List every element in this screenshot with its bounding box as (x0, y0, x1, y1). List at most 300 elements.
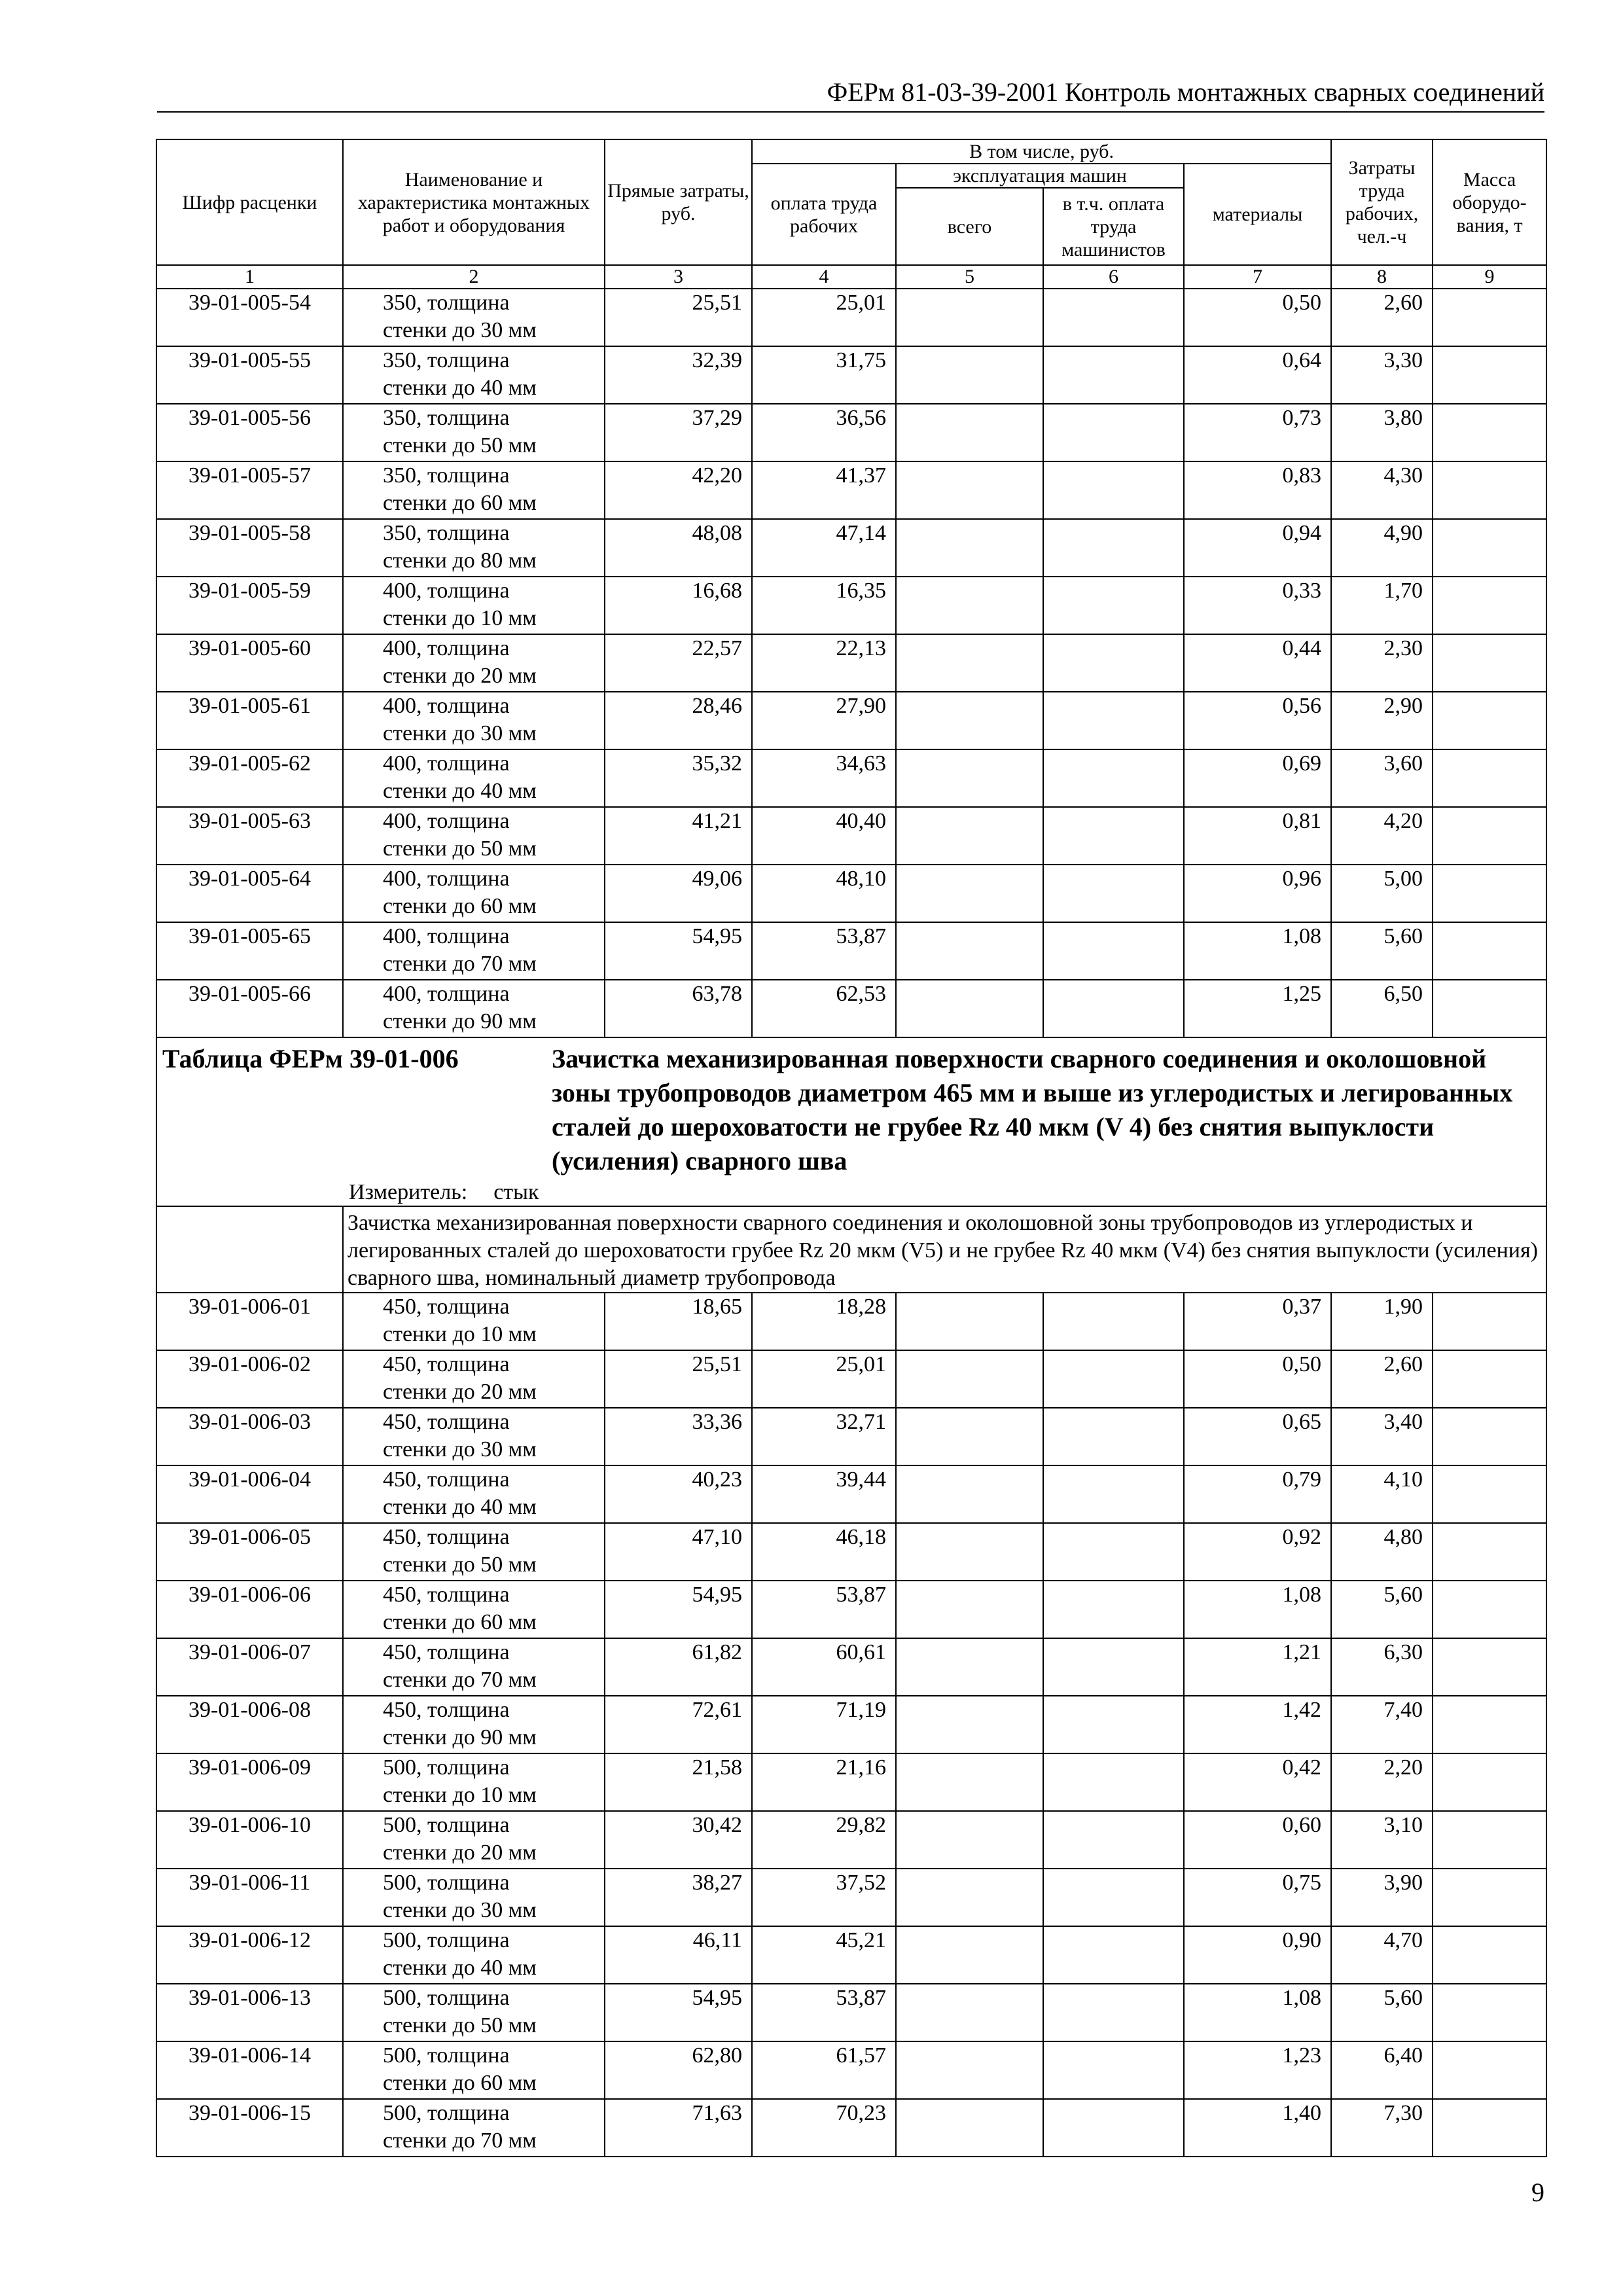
wages-cost: 45,21 (752, 1926, 896, 1984)
work-thickness: стенки до 60 мм (383, 491, 537, 515)
equipment-mass (1433, 1350, 1546, 1408)
labor-cost: 3,30 (1331, 346, 1433, 404)
direct-cost: 49,06 (605, 865, 752, 922)
wages-cost: 53,87 (752, 1984, 896, 2041)
rate-code: 39-01-005-60 (156, 634, 343, 692)
rate-code: 39-01-006-13 (156, 1984, 343, 2041)
work-name (343, 519, 605, 577)
materials-cost: 0,94 (1184, 519, 1331, 577)
labor-cost: 5,00 (1331, 865, 1433, 922)
machines-total (896, 1408, 1043, 1465)
direct-cost: 18,65 (605, 1293, 752, 1350)
machines-total (896, 1869, 1043, 1926)
machinist-wages (1043, 749, 1184, 807)
machinist-wages (1043, 1638, 1184, 1696)
labor-cost: 4,10 (1331, 1465, 1433, 1523)
equipment-mass (1433, 807, 1546, 865)
wages-cost: 18,28 (752, 1293, 896, 1350)
work-thickness: стенки до 40 мм (383, 1495, 537, 1519)
work-name (343, 1581, 605, 1638)
direct-cost: 61,82 (605, 1638, 752, 1696)
table-row (156, 749, 1546, 807)
work-name (343, 692, 605, 749)
wages-cost: 46,18 (752, 1523, 896, 1581)
section-description: Зачистка механизированная поверхности сварного соединения и околошовной зоны трубопроводов из углеродистых и легированных сталей до шероховатости грубее Rz 20 мкм (V5) и не грубее Rz 40 мкм (V4) без снятия выпуклости (усиления) сварного шва, номинальный диаметр трубопровода (343, 1206, 1546, 1293)
work-name (343, 461, 605, 519)
machines-total (896, 1293, 1043, 1350)
direct-cost: 54,95 (605, 1984, 752, 2041)
table-row (156, 922, 1546, 980)
direct-cost: 72,61 (605, 1696, 752, 1753)
work-name (343, 865, 605, 922)
machines-total (896, 404, 1043, 461)
materials-cost: 0,60 (1184, 1811, 1331, 1869)
equipment-mass (1433, 1523, 1546, 1581)
labor-cost: 7,40 (1331, 1696, 1433, 1753)
materials-cost: 0,42 (1184, 1753, 1331, 1811)
wages-cost: 70,23 (752, 2099, 896, 2157)
section-title: Зачистка механизированная поверхности сварного соединения и околошовной зоны трубопроводов диаметром 465 мм и выше из углеродистых и легированных сталей до шероховатости не грубее Rz 40 мкм (V 4) без снятия выпуклости (усиления) сварного шва (552, 1044, 1513, 1175)
col-header-name: Наименование и характеристика монтажных работ и оборудования (343, 139, 605, 265)
table-row (156, 2041, 1546, 2099)
equipment-mass (1433, 346, 1546, 404)
wages-cost: 16,35 (752, 577, 896, 634)
section-heading (156, 1037, 1546, 1206)
equipment-mass (1433, 1811, 1546, 1869)
direct-cost: 54,95 (605, 922, 752, 980)
labor-cost: 5,60 (1331, 922, 1433, 980)
rate-code: 39-01-006-12 (156, 1926, 343, 1984)
work-name (343, 404, 605, 461)
machines-total (896, 865, 1043, 922)
column-number: 6 (1043, 265, 1184, 289)
materials-cost: 0,50 (1184, 289, 1331, 346)
rate-code: 39-01-006-02 (156, 1350, 343, 1408)
table-row (156, 1696, 1546, 1753)
labor-cost: 3,40 (1331, 1408, 1433, 1465)
work-thickness: стенки до 80 мм (383, 548, 537, 573)
machines-total (896, 922, 1043, 980)
work-diameter: 450, толщина (383, 1295, 510, 1319)
equipment-mass (1433, 1581, 1546, 1638)
work-diameter: 400, толщина (383, 809, 510, 833)
work-name (343, 749, 605, 807)
equipment-mass (1433, 1465, 1546, 1523)
rate-code: 39-01-005-54 (156, 289, 343, 346)
machinist-wages (1043, 1523, 1184, 1581)
machinist-wages (1043, 346, 1184, 404)
table-row (156, 1523, 1546, 1581)
labor-cost: 2,30 (1331, 634, 1433, 692)
machinist-wages (1043, 1984, 1184, 2041)
machines-total (896, 634, 1043, 692)
machinist-wages (1043, 807, 1184, 865)
work-diameter: 400, толщина (383, 751, 510, 776)
table-row (156, 1811, 1546, 1869)
work-name (343, 1926, 605, 1984)
machinist-wages (1043, 1293, 1184, 1350)
equipment-mass (1433, 865, 1546, 922)
direct-cost: 63,78 (605, 980, 752, 1037)
direct-cost: 40,23 (605, 1465, 752, 1523)
work-thickness: стенки до 70 мм (383, 952, 537, 976)
equipment-mass (1433, 1869, 1546, 1926)
direct-cost: 37,29 (605, 404, 752, 461)
work-name (343, 1984, 605, 2041)
table-row (156, 634, 1546, 692)
work-diameter: 400, толщина (383, 982, 510, 1006)
page-number: 9 (1531, 2178, 1544, 2207)
direct-cost: 71,63 (605, 2099, 752, 2157)
table-row (156, 1753, 1546, 1811)
col-header-mass: Масса оборудо-вания, т (1433, 139, 1546, 265)
work-thickness: стенки до 50 мм (383, 1552, 537, 1577)
table-row (156, 865, 1546, 922)
direct-cost: 21,58 (605, 1753, 752, 1811)
labor-cost: 2,60 (1331, 289, 1433, 346)
rate-code: 39-01-005-56 (156, 404, 343, 461)
materials-cost: 1,21 (1184, 1638, 1331, 1696)
equipment-mass (1433, 461, 1546, 519)
rate-code: 39-01-006-01 (156, 1293, 343, 1350)
machinist-wages (1043, 1408, 1184, 1465)
machinist-wages (1043, 461, 1184, 519)
machines-total (896, 692, 1043, 749)
wages-cost: 41,37 (752, 461, 896, 519)
direct-cost: 46,11 (605, 1926, 752, 1984)
direct-cost: 38,27 (605, 1869, 752, 1926)
machines-total (896, 749, 1043, 807)
labor-cost: 6,40 (1331, 2041, 1433, 2099)
column-number: 7 (1184, 265, 1331, 289)
table-row (156, 692, 1546, 749)
section-006 (156, 1037, 1546, 1293)
work-name (343, 1811, 605, 1869)
machinist-wages (1043, 1811, 1184, 1869)
materials-cost: 1,08 (1184, 922, 1331, 980)
work-thickness: стенки до 90 мм (383, 1725, 537, 1749)
work-diameter: 400, толщина (383, 924, 510, 948)
table-row (156, 1350, 1546, 1408)
equipment-mass (1433, 577, 1546, 634)
work-name (343, 2099, 605, 2157)
machines-total (896, 289, 1043, 346)
machinist-wages (1043, 2041, 1184, 2099)
direct-cost: 16,68 (605, 577, 752, 634)
work-diameter: 450, толщина (383, 1410, 510, 1434)
labor-cost: 5,60 (1331, 1581, 1433, 1638)
materials-cost: 0,83 (1184, 461, 1331, 519)
machinist-wages (1043, 980, 1184, 1037)
equipment-mass (1433, 1408, 1546, 1465)
materials-cost: 1,08 (1184, 1984, 1331, 2041)
wages-cost: 32,71 (752, 1408, 896, 1465)
table-row (156, 1869, 1546, 1926)
wages-cost: 71,19 (752, 1696, 896, 1753)
work-name (343, 1638, 605, 1696)
table-header (156, 139, 1546, 289)
materials-cost: 0,73 (1184, 404, 1331, 461)
wages-cost: 37,52 (752, 1869, 896, 1926)
materials-cost: 1,40 (1184, 2099, 1331, 2157)
labor-cost: 7,30 (1331, 2099, 1433, 2157)
wages-cost: 39,44 (752, 1465, 896, 1523)
work-diameter: 350, толщина (383, 348, 510, 372)
work-thickness: стенки до 70 мм (383, 2128, 537, 2153)
machinist-wages (1043, 1581, 1184, 1638)
labor-cost: 4,20 (1331, 807, 1433, 865)
materials-cost: 1,42 (1184, 1696, 1331, 1753)
work-thickness: стенки до 30 мм (383, 721, 537, 745)
rate-code: 39-01-005-59 (156, 577, 343, 634)
equipment-mass (1433, 749, 1546, 807)
rate-code: 39-01-005-55 (156, 346, 343, 404)
wages-cost: 25,01 (752, 1350, 896, 1408)
machines-total (896, 1696, 1043, 1753)
work-diameter: 400, толщина (383, 579, 510, 603)
work-name (343, 922, 605, 980)
labor-cost: 3,60 (1331, 749, 1433, 807)
column-number: 3 (605, 265, 752, 289)
work-diameter: 450, толщина (383, 1640, 510, 1664)
desc-blank-cell (156, 1206, 343, 1293)
wages-cost: 21,16 (752, 1753, 896, 1811)
materials-cost: 0,37 (1184, 1293, 1331, 1350)
work-name (343, 289, 605, 346)
materials-cost: 0,44 (1184, 634, 1331, 692)
rate-code: 39-01-005-65 (156, 922, 343, 980)
machinist-wages (1043, 289, 1184, 346)
machines-total (896, 1465, 1043, 1523)
machinist-wages (1043, 1926, 1184, 1984)
work-diameter: 500, толщина (383, 1871, 510, 1895)
equipment-mass (1433, 404, 1546, 461)
rows-group-006 (156, 1293, 1546, 2157)
labor-cost: 3,90 (1331, 1869, 1433, 1926)
work-diameter: 450, толщина (383, 1467, 510, 1492)
table-row (156, 1984, 1546, 2041)
machinist-wages (1043, 404, 1184, 461)
direct-cost: 42,20 (605, 461, 752, 519)
rate-code: 39-01-006-11 (156, 1869, 343, 1926)
work-name (343, 1408, 605, 1465)
work-thickness: стенки до 70 мм (383, 1668, 537, 1692)
rate-code: 39-01-005-63 (156, 807, 343, 865)
machines-total (896, 1926, 1043, 1984)
table-row (156, 289, 1546, 346)
direct-cost: 30,42 (605, 1811, 752, 1869)
machines-total (896, 2041, 1043, 2099)
equipment-mass (1433, 1638, 1546, 1696)
materials-cost: 1,23 (1184, 2041, 1331, 2099)
machinist-wages (1043, 865, 1184, 922)
labor-cost: 3,80 (1331, 404, 1433, 461)
machinist-wages (1043, 1753, 1184, 1811)
machines-total (896, 1523, 1043, 1581)
rate-code: 39-01-006-03 (156, 1408, 343, 1465)
work-diameter: 500, толщина (383, 1928, 510, 1952)
direct-cost: 47,10 (605, 1523, 752, 1581)
work-diameter: 450, толщина (383, 1352, 510, 1376)
equipment-mass (1433, 289, 1546, 346)
materials-cost: 0,50 (1184, 1350, 1331, 1408)
work-thickness: стенки до 20 мм (383, 1380, 537, 1404)
work-name (343, 1753, 605, 1811)
equipment-mass (1433, 692, 1546, 749)
direct-cost: 41,21 (605, 807, 752, 865)
labor-cost: 4,30 (1331, 461, 1433, 519)
meter-value: стык (493, 1180, 539, 1204)
work-thickness: стенки до 60 мм (383, 894, 537, 918)
wages-cost: 53,87 (752, 1581, 896, 1638)
machines-total (896, 1753, 1043, 1811)
materials-cost: 0,65 (1184, 1408, 1331, 1465)
machines-total (896, 1984, 1043, 2041)
machinist-wages (1043, 519, 1184, 577)
labor-cost: 4,90 (1331, 519, 1433, 577)
work-thickness: стенки до 60 мм (383, 2071, 537, 2095)
equipment-mass (1433, 1984, 1546, 2041)
wages-cost: 36,56 (752, 404, 896, 461)
table-row (156, 1408, 1546, 1465)
machines-total (896, 1811, 1043, 1869)
direct-cost: 25,51 (605, 289, 752, 346)
work-diameter: 500, толщина (383, 1755, 510, 1780)
materials-cost: 0,96 (1184, 865, 1331, 922)
materials-cost: 0,64 (1184, 346, 1331, 404)
materials-cost: 0,75 (1184, 1869, 1331, 1926)
work-diameter: 350, толщина (383, 291, 510, 315)
wages-cost: 40,40 (752, 807, 896, 865)
machinist-wages (1043, 2099, 1184, 2157)
work-diameter: 500, толщина (383, 1813, 510, 1837)
materials-cost: 1,25 (1184, 980, 1331, 1037)
col-header-incl: В том числе, руб. (752, 139, 1331, 164)
machines-total (896, 1638, 1043, 1696)
rate-code: 39-01-005-64 (156, 865, 343, 922)
equipment-mass (1433, 922, 1546, 980)
work-diameter: 500, толщина (383, 1986, 510, 2010)
materials-cost: 0,92 (1184, 1523, 1331, 1581)
work-thickness: стенки до 30 мм (383, 318, 537, 342)
work-diameter: 400, толщина (383, 867, 510, 891)
col-header-machinist-wages: в т.ч. оплата труда машинистов (1043, 188, 1184, 265)
machines-total (896, 1350, 1043, 1408)
labor-cost: 4,70 (1331, 1926, 1433, 1984)
work-name (343, 2041, 605, 2099)
equipment-mass (1433, 1293, 1546, 1350)
machines-total (896, 2099, 1043, 2157)
machines-total (896, 980, 1043, 1037)
rate-code: 39-01-006-10 (156, 1811, 343, 1869)
work-name (343, 1465, 605, 1523)
work-thickness: стенки до 40 мм (383, 1956, 537, 1980)
work-diameter: 350, толщина (383, 463, 510, 488)
materials-cost: 0,56 (1184, 692, 1331, 749)
column-number: 5 (896, 265, 1043, 289)
machines-total (896, 577, 1043, 634)
rates-table (156, 139, 1547, 2157)
work-thickness: стенки до 30 мм (383, 1898, 537, 1922)
wages-cost: 48,10 (752, 865, 896, 922)
column-number: 4 (752, 265, 896, 289)
rate-code: 39-01-006-08 (156, 1696, 343, 1753)
labor-cost: 4,80 (1331, 1523, 1433, 1581)
labor-cost: 2,60 (1331, 1350, 1433, 1408)
labor-cost: 3,10 (1331, 1811, 1433, 1869)
col-header-wages: оплата труда рабочих (752, 164, 896, 265)
wages-cost: 34,63 (752, 749, 896, 807)
running-header: ФЕРм 81-03-39-2001 Контроль монтажных сварных соединений (157, 73, 1544, 113)
direct-cost: 22,57 (605, 634, 752, 692)
work-thickness: стенки до 20 мм (383, 664, 537, 688)
wages-cost: 61,57 (752, 2041, 896, 2099)
work-thickness: стенки до 90 мм (383, 1009, 537, 1033)
wages-cost: 25,01 (752, 289, 896, 346)
labor-cost: 2,20 (1331, 1753, 1433, 1811)
equipment-mass (1433, 980, 1546, 1037)
direct-cost: 62,80 (605, 2041, 752, 2099)
materials-cost: 0,81 (1184, 807, 1331, 865)
work-thickness: стенки до 10 мм (383, 606, 537, 630)
table-row (156, 1293, 1546, 1350)
table-row (156, 2099, 1546, 2157)
table-row (156, 519, 1546, 577)
machines-total (896, 1581, 1043, 1638)
work-name (343, 346, 605, 404)
column-number-row (156, 265, 1546, 289)
rate-code: 39-01-006-15 (156, 2099, 343, 2157)
machinist-wages (1043, 577, 1184, 634)
labor-cost: 1,70 (1331, 577, 1433, 634)
direct-cost: 28,46 (605, 692, 752, 749)
table-row (156, 807, 1546, 865)
machinist-wages (1043, 1696, 1184, 1753)
work-name (343, 980, 605, 1037)
section-label: Таблица ФЕРм 39-01-006 (162, 1044, 459, 1073)
work-thickness: стенки до 50 мм (383, 2013, 537, 2037)
work-thickness: стенки до 30 мм (383, 1437, 537, 1462)
work-thickness: стенки до 50 мм (383, 433, 537, 457)
machines-total (896, 461, 1043, 519)
wages-cost: 53,87 (752, 922, 896, 980)
work-diameter: 350, толщина (383, 406, 510, 430)
machinist-wages (1043, 922, 1184, 980)
rate-code: 39-01-005-57 (156, 461, 343, 519)
machines-total (896, 807, 1043, 865)
work-thickness: стенки до 40 мм (383, 376, 537, 400)
column-number: 1 (156, 265, 343, 289)
materials-cost: 1,08 (1184, 1581, 1331, 1638)
rate-code: 39-01-006-04 (156, 1465, 343, 1523)
wages-cost: 47,14 (752, 519, 896, 577)
machinist-wages (1043, 1465, 1184, 1523)
rate-code: 39-01-005-58 (156, 519, 343, 577)
rate-code: 39-01-006-14 (156, 2041, 343, 2099)
meter-label: Измеритель: (349, 1180, 468, 1204)
rate-code: 39-01-005-66 (156, 980, 343, 1037)
work-diameter: 400, толщина (383, 636, 510, 660)
machinist-wages (1043, 634, 1184, 692)
column-number: 2 (343, 265, 605, 289)
labor-cost: 6,50 (1331, 980, 1433, 1037)
direct-cost: 25,51 (605, 1350, 752, 1408)
labor-cost: 5,60 (1331, 1984, 1433, 2041)
work-diameter: 450, толщина (383, 1698, 510, 1722)
table-row (156, 461, 1546, 519)
work-thickness: стенки до 10 мм (383, 1322, 537, 1346)
work-name (343, 1869, 605, 1926)
